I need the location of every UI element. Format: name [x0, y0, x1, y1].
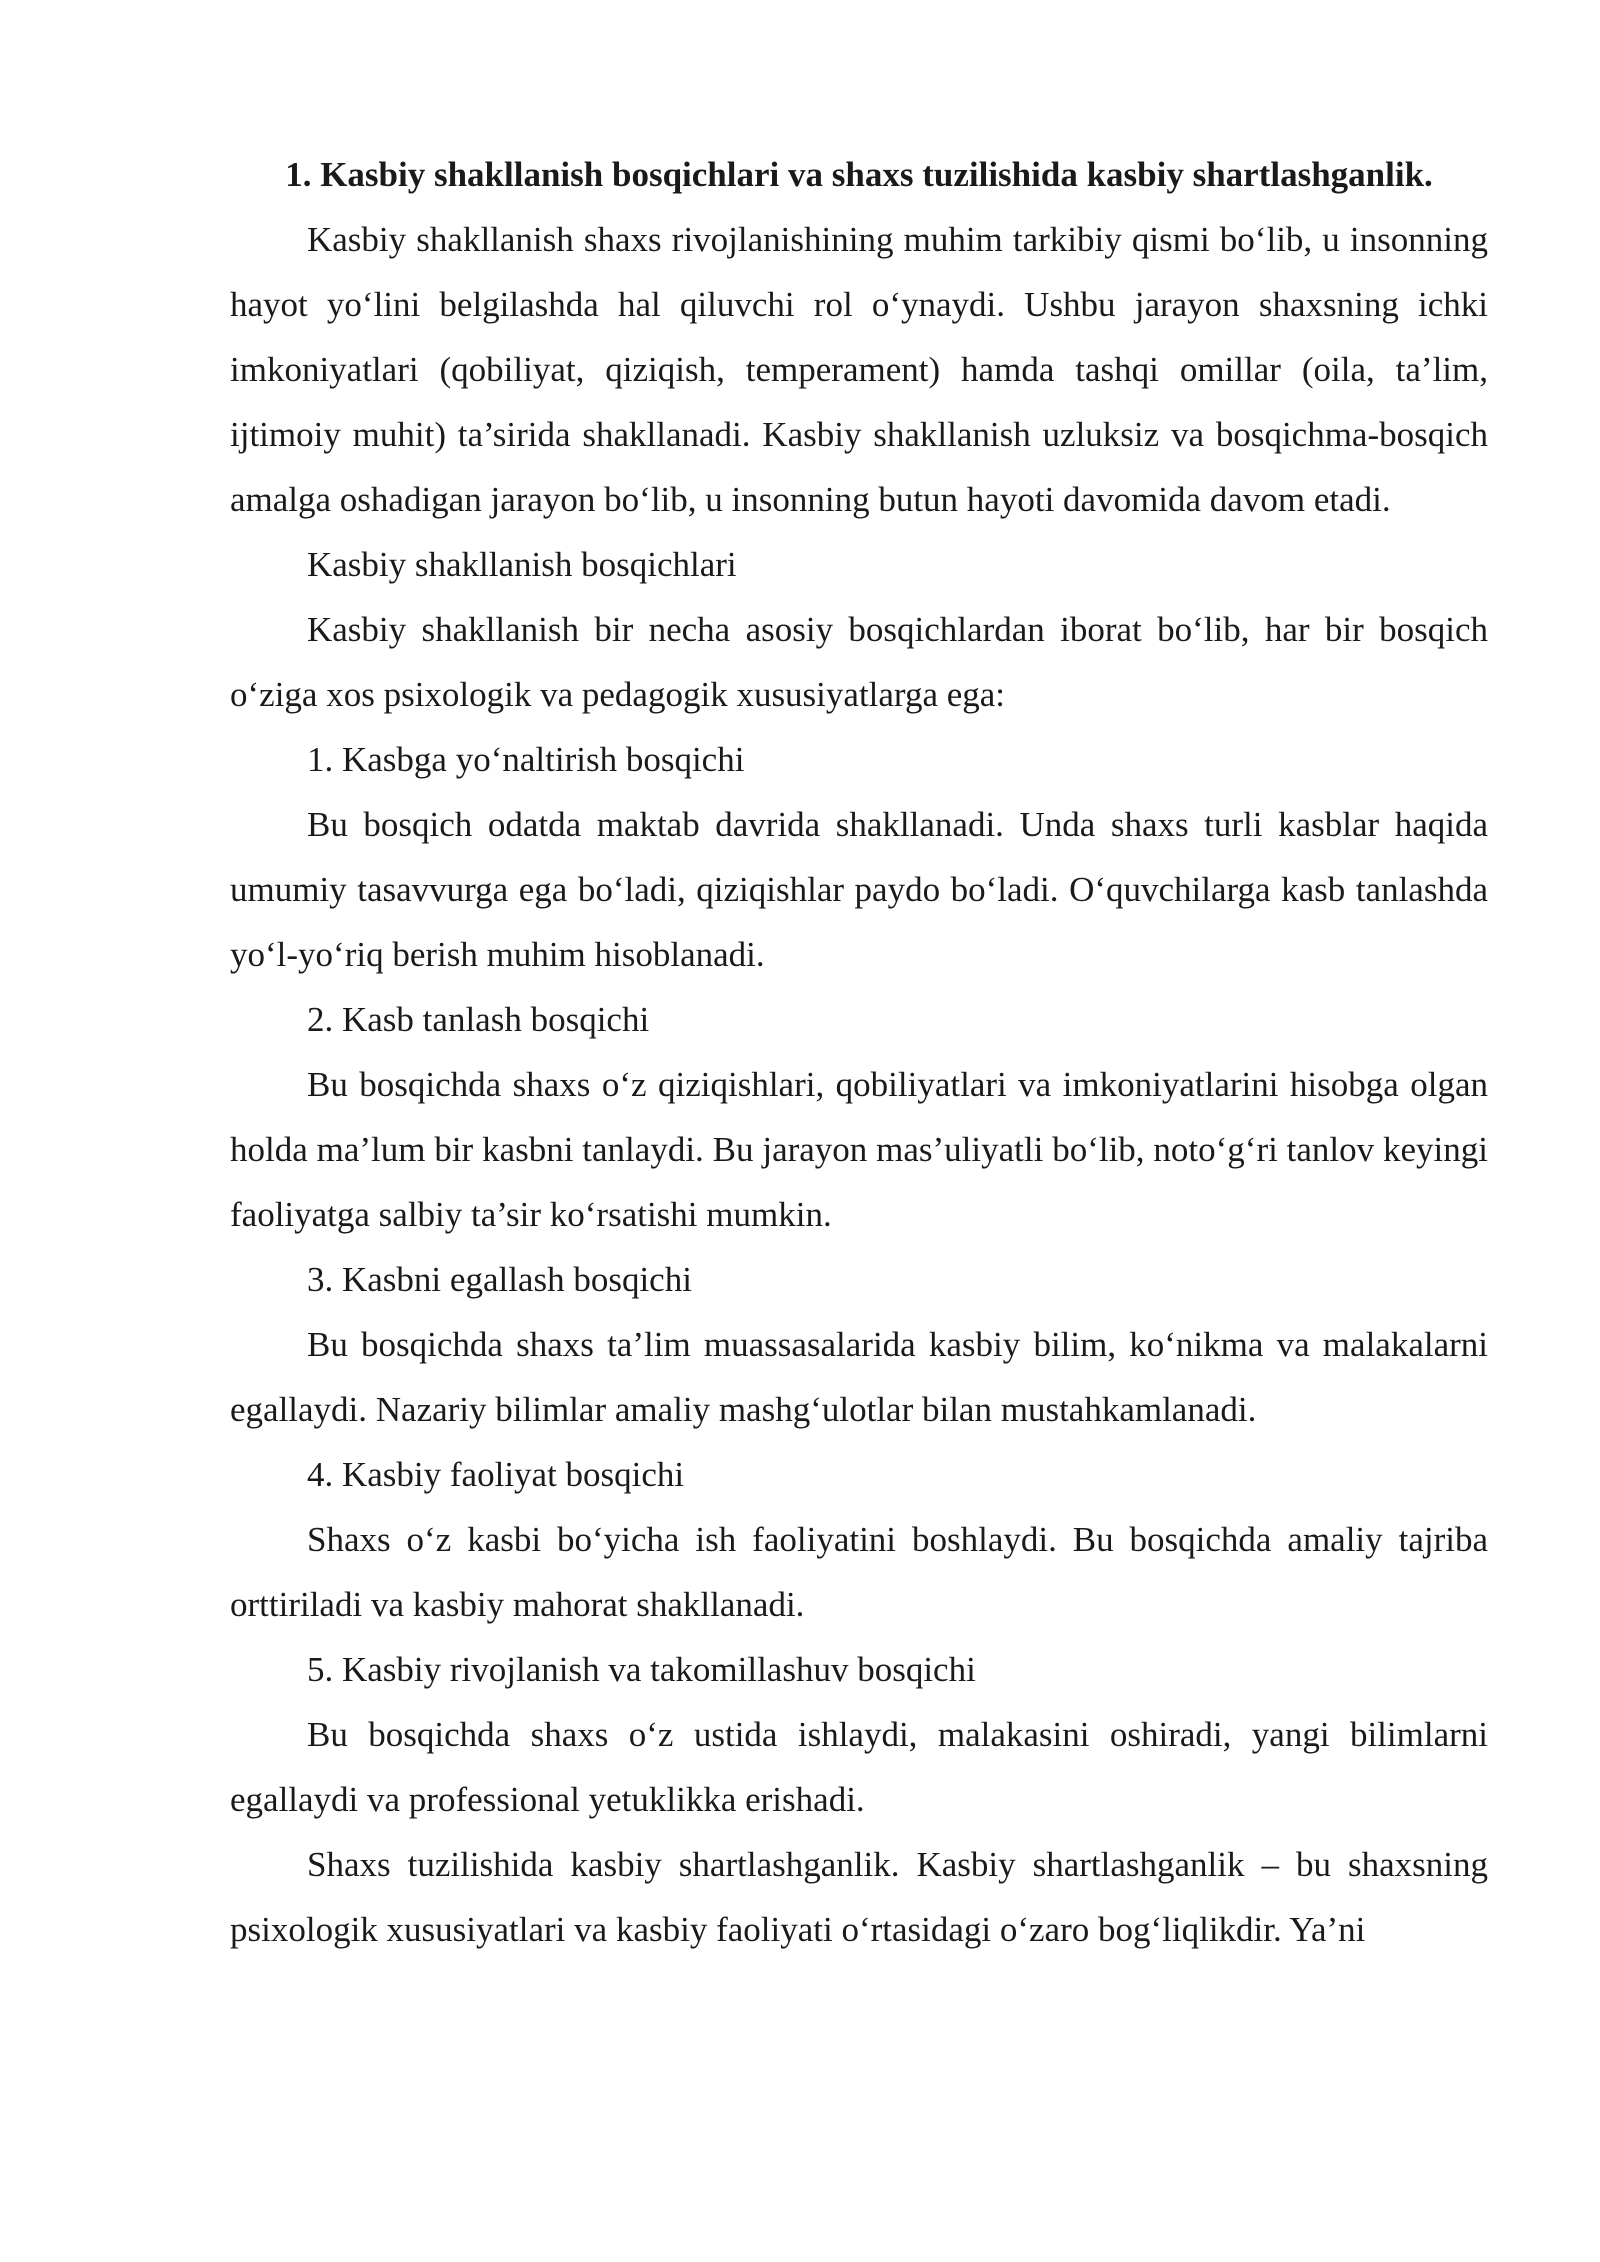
stage-2-text: Bu bosqichda shaxs o‘z qiziqishlari, qobiliyatlari va imkoniyatlarini hisobga olgan holda ma’lum bir kasbni tanlaydi. Bu jarayon mas’uliyatli bo‘lib, noto‘g‘ri tanlov keyingi faoliyatga salbiy ta’sir ko‘rsatishi mumkin. — [230, 1065, 1488, 1234]
paragraph-intro: Kasbiy shakllanish shaxs rivojlanishining muhim tarkibiy qismi bo‘lib, u insonning hayot yo‘lini belgilashda hal qiluvchi rol o‘ynaydi. Ushbu jarayon shaxsning ichki imkoniyatlari (qobiliyat, qiziqish, temperament) hamda tashqi omillar (oila, ta’lim, ijtimoiy muhit) ta’sirida shakllanadi. Kasbiy shakllanish uzluksiz va bosqichma-bosqich amalga oshadigan jarayon bo‘lib, u insonning butun hayoti davomida davom etadi. — [230, 220, 1488, 519]
stage-1-title: 1. Kasbga yo‘naltirish bosqichi — [307, 740, 745, 779]
stage-3-text: Bu bosqichda shaxs ta’lim muassasalarida kasbiy bilim, ko‘nikma va malakalarni egallaydi. Nazariy bilimlar amaliy mashg‘ulotlar bilan mustahkamlanadi. — [230, 1325, 1488, 1429]
stage-5-title: 5. Kasbiy rivojlanish va takomillashuv bosqichi — [307, 1650, 976, 1689]
stage-2-title: 2. Kasb tanlash bosqichi — [307, 1000, 650, 1039]
stage-4-title: 4. Kasbiy faoliyat bosqichi — [307, 1455, 685, 1494]
stage-1-text: Bu bosqich odatda maktab davrida shakllanadi. Unda shaxs turli kasblar haqida umumiy tasavvurga ega bo‘ladi, qiziqishlar paydo bo‘ladi. O‘quvchilarga kasb tanlashda yo‘l-yo‘riq berish muhim hisoblanadi. — [230, 805, 1488, 974]
stage-5-text: Bu bosqichda shaxs o‘z ustida ishlaydi, malakasini oshiradi, yangi bilimlarni egallaydi va professional yetuklikka erishadi. — [230, 1715, 1488, 1819]
paragraph-stages-intro: Kasbiy shakllanish bir necha asosiy bosqichlardan iborat bo‘lib, har bir bosqich o‘ziga xos psixologik va pedagogik xususiyatlarga ega: — [230, 610, 1488, 714]
paragraph-conditioning: Shaxs tuzilishida kasbiy shartlashganlik. Kasbiy shartlashganlik – bu shaxsning psixologik xususiyatlari va kasbiy faoliyati o‘rtasidagi o‘zaro bog‘liqlikdir. Ya’ni — [230, 1845, 1488, 1949]
stage-3-title: 3. Kasbni egallash bosqichi — [307, 1260, 692, 1299]
document-body — [230, 142, 1488, 1962]
section-heading: 1. Kasbiy shakllanish bosqichlari va shaxs tuzilishida kasbiy shartlashganlik. — [285, 155, 1433, 194]
stage-4-text: Shaxs o‘z kasbi bo‘yicha ish faoliyatini boshlaydi. Bu bosqichda amaliy tajriba orttiriladi va kasbiy mahorat shakllanadi. — [230, 1520, 1488, 1624]
subheading-stages: Kasbiy shakllanish bosqichlari — [307, 545, 737, 584]
